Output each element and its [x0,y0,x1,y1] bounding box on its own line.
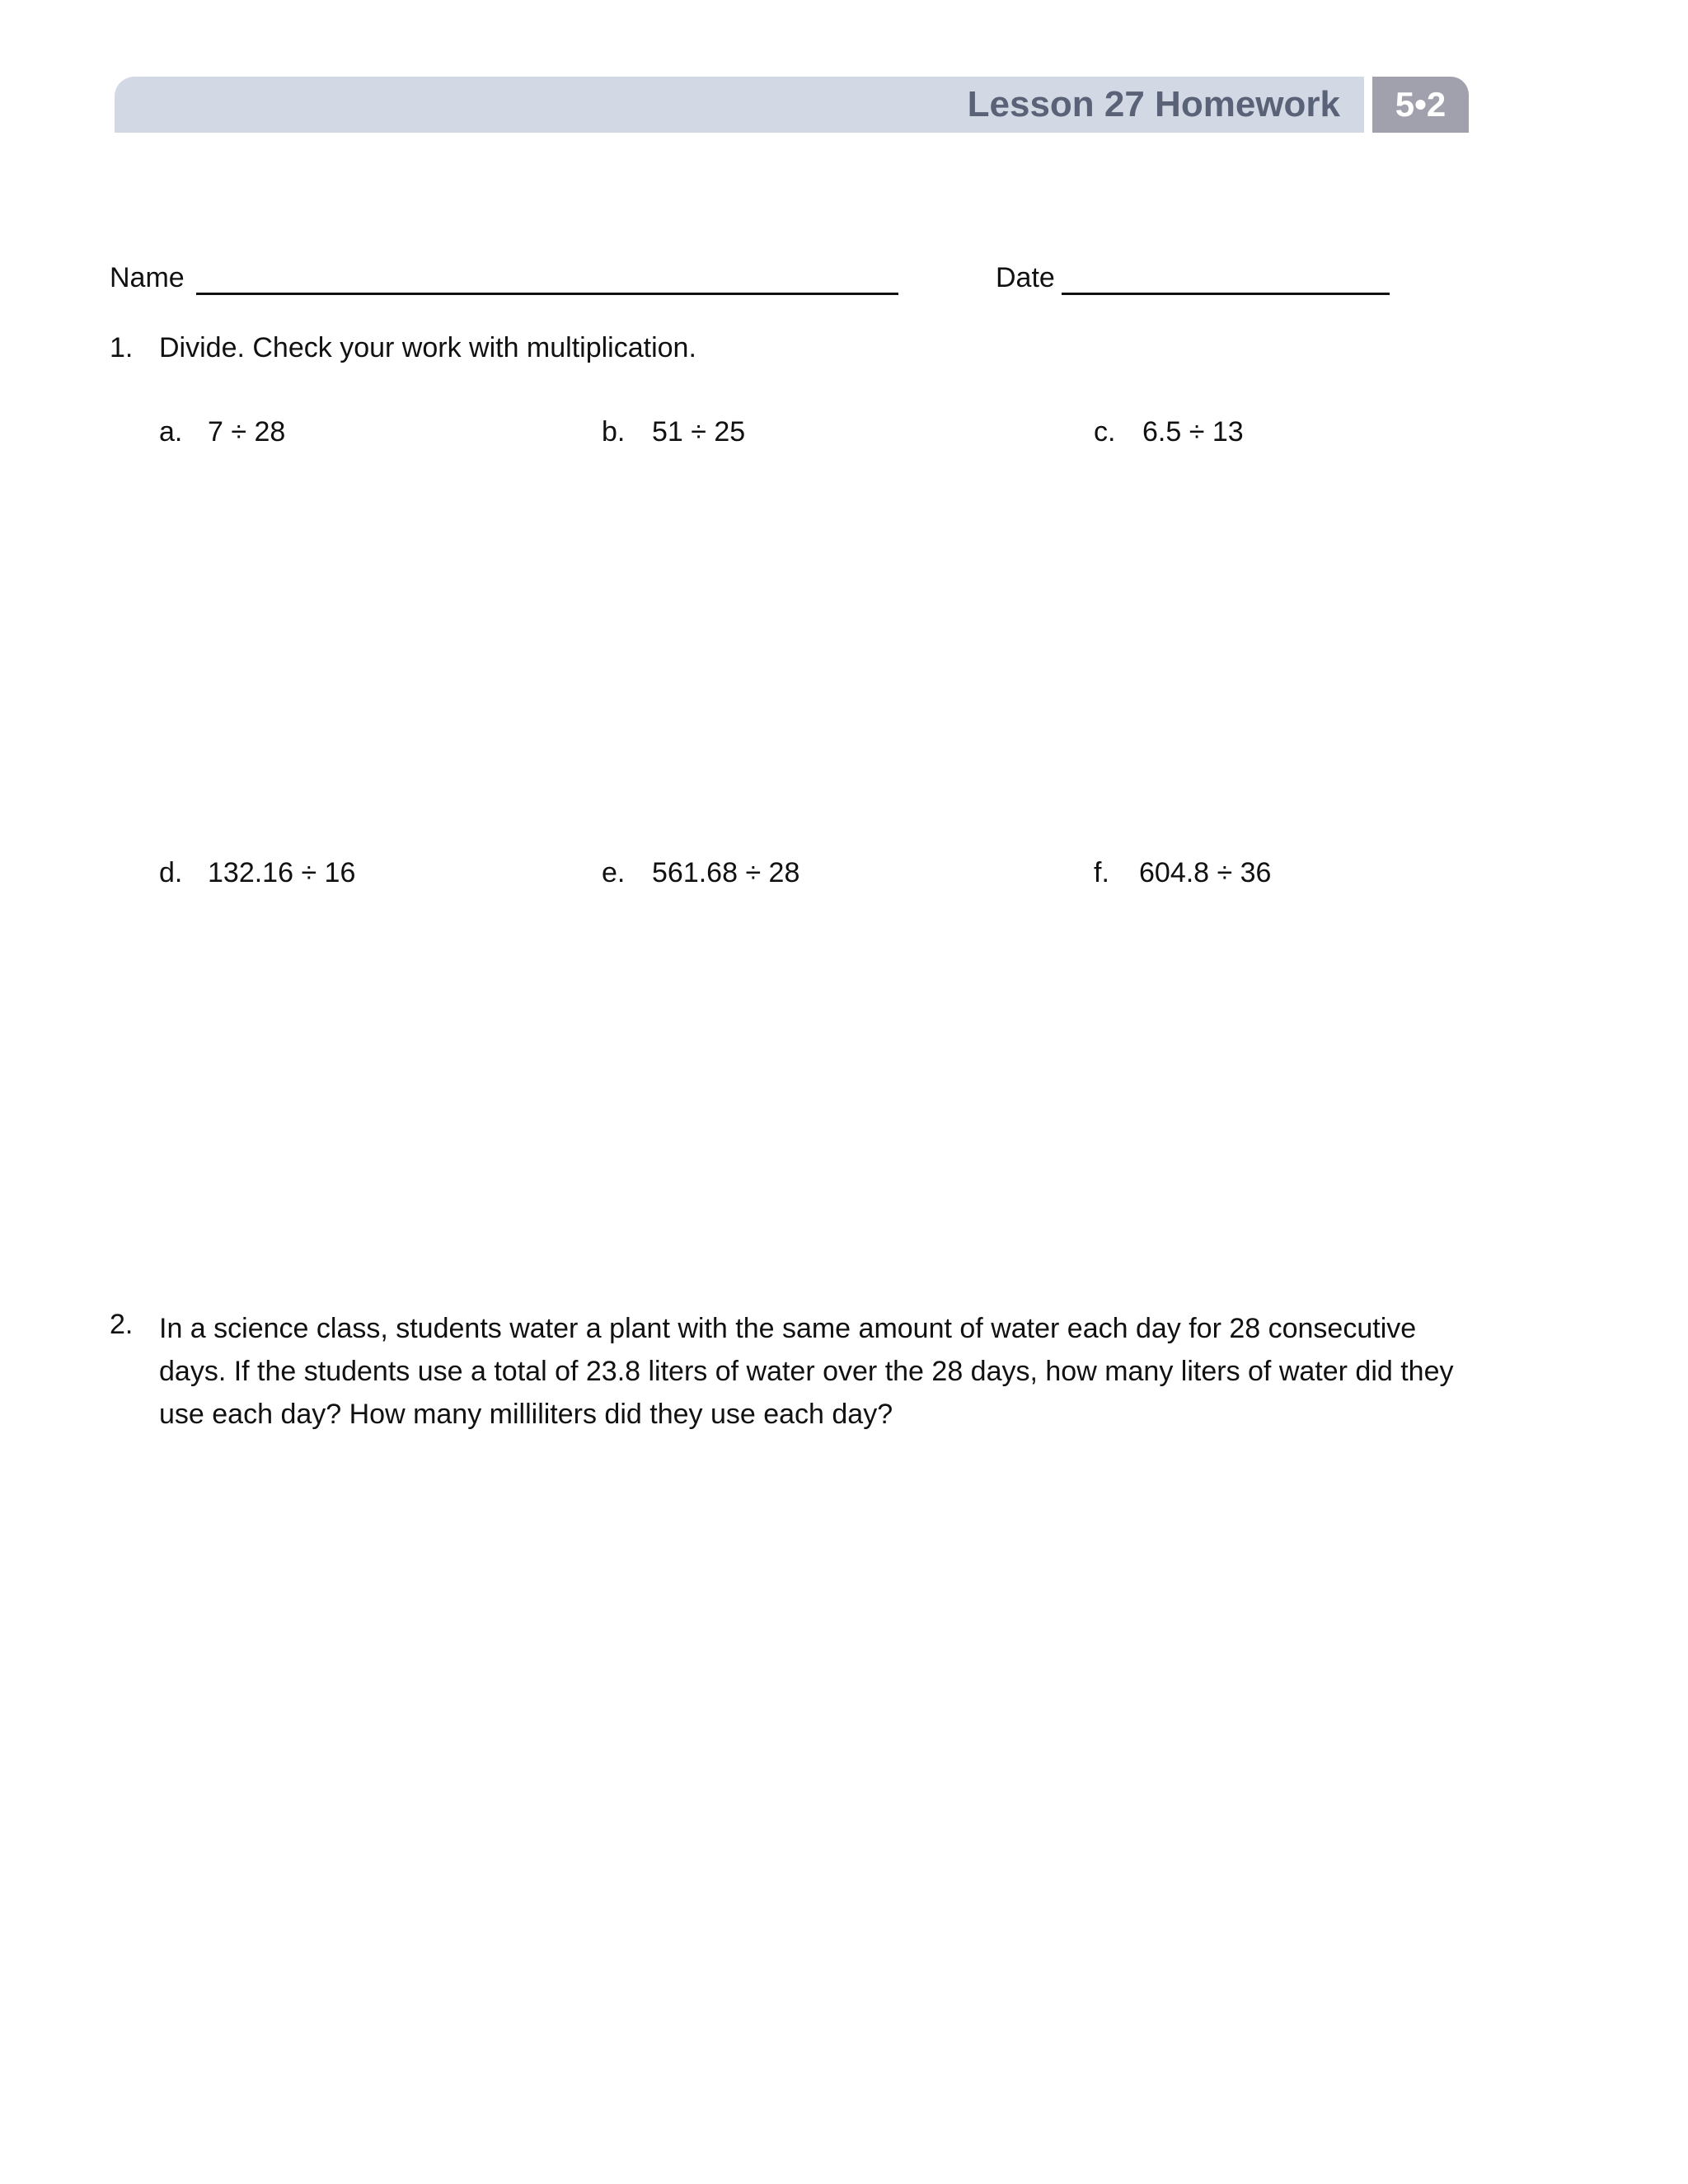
question-2-text [159,1307,1494,1436]
module-badge: 5•2 [1372,77,1469,133]
question-1-number: 1. [110,332,134,363]
question-2-line-2: days. If the students use a total of 23.8 liters of water over the 28 days, how many liters of water did they [159,1356,1454,1387]
problem-c-letter: c. [1094,416,1116,448]
question-2-line-1: In a science class, students water a plant with the same amount of water each day for 28 consecutive [159,1313,1417,1344]
problem-e-expression: 561.68 ÷ 28 [652,857,800,888]
name-blank-line[interactable] [196,293,898,295]
problem-a-expression: 7 ÷ 28 [208,416,286,448]
date-blank-line[interactable] [1062,293,1390,295]
question-1-prompt: Divide. Check your work with multiplication. [159,332,696,363]
problem-f-expression: 604.8 ÷ 36 [1139,857,1272,888]
question-2-number: 2. [110,1309,134,1340]
question-2-line-3: use each day? How many milliliters did they use each day? [159,1399,893,1430]
problem-e-letter: e. [602,857,626,888]
problem-d-expression: 132.16 ÷ 16 [208,857,356,888]
problem-c-expression: 6.5 ÷ 13 [1142,416,1244,448]
name-label: Name [110,262,185,293]
problem-b-letter: b. [602,416,626,448]
problem-d-letter: d. [159,857,183,888]
lesson-title: Lesson 27 Homework [967,84,1340,124]
date-label: Date [996,262,1055,293]
problem-f-letter: f. [1094,857,1109,888]
problem-b-expression: 51 ÷ 25 [652,416,746,448]
problem-a-letter: a. [159,416,183,448]
